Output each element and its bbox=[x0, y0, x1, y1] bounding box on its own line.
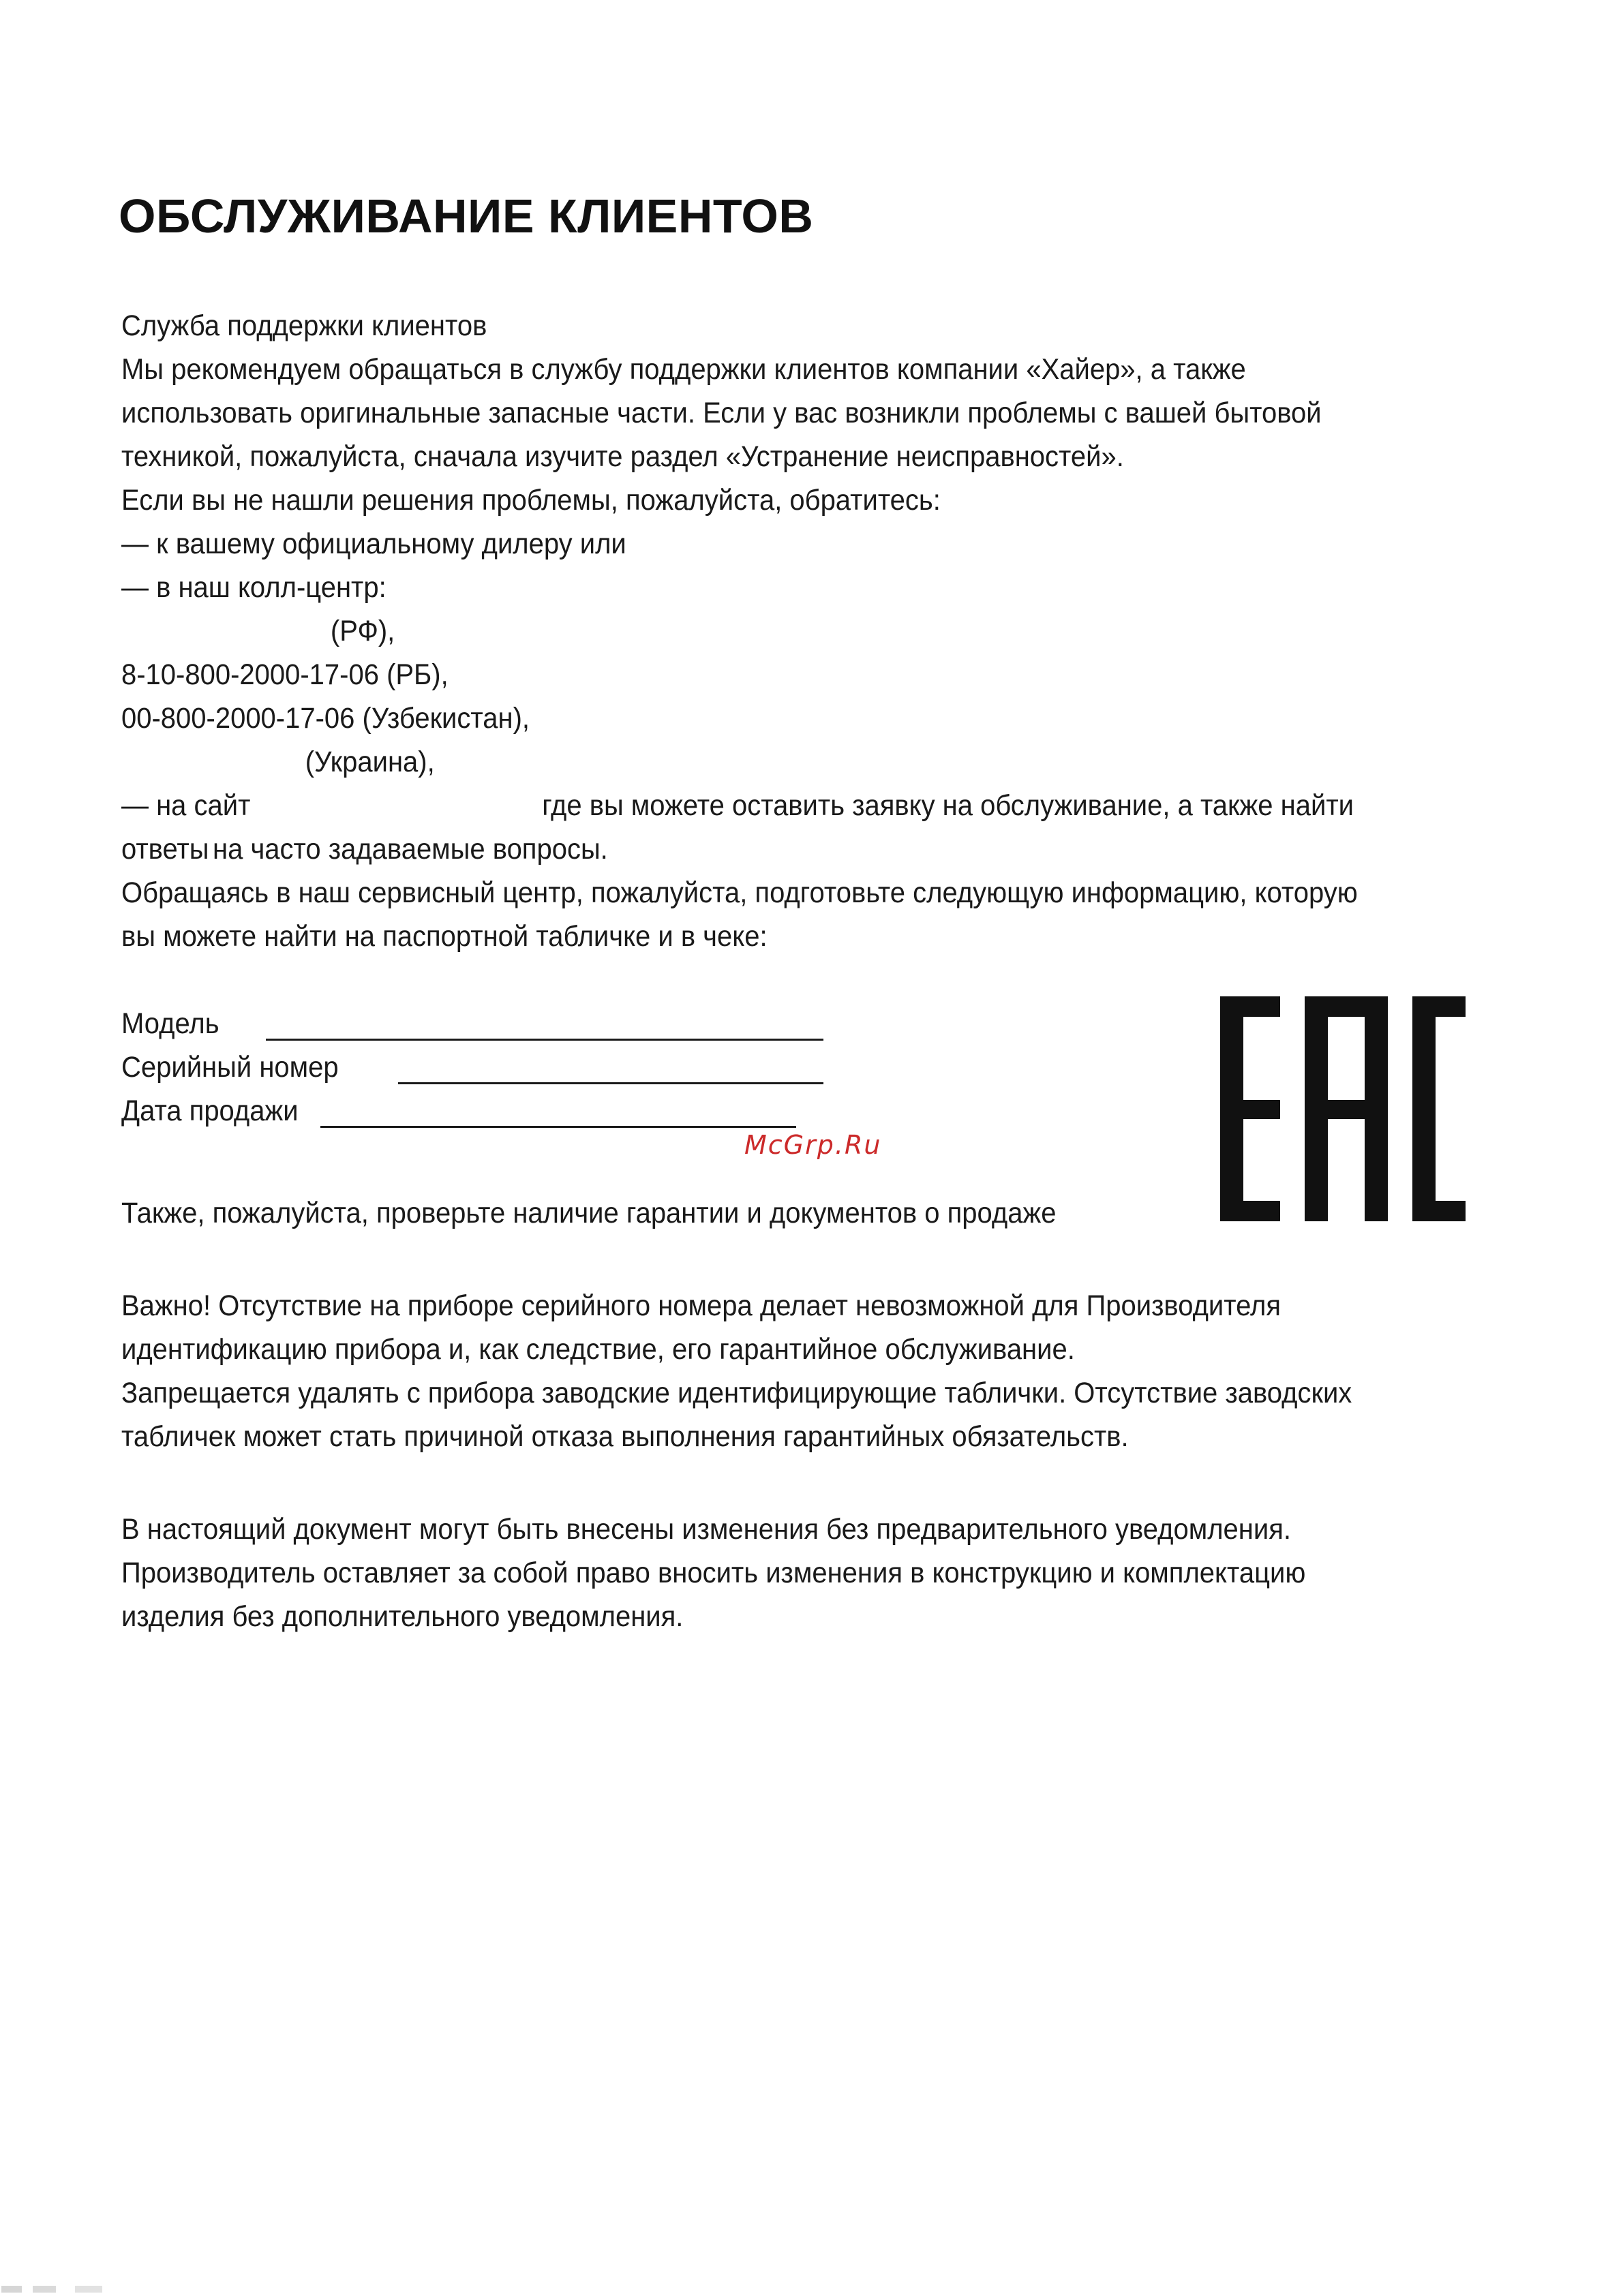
model-label: Модель bbox=[121, 1007, 219, 1040]
eac-letter-c-bottom bbox=[1412, 1201, 1466, 1221]
eac-letter-a-top bbox=[1305, 996, 1388, 1017]
eac-letter-c-stem bbox=[1412, 996, 1436, 1221]
phone-rf: (РФ), bbox=[330, 615, 395, 647]
website-option bbox=[121, 784, 1358, 827]
call-center-option: — в наш колл-центр: bbox=[121, 571, 386, 604]
page-title: ОБСЛУЖИВАНИЕ КЛИЕНТОВ bbox=[119, 189, 814, 243]
eac-logo bbox=[1220, 996, 1466, 1221]
phone-ua: (Украина), bbox=[305, 746, 435, 778]
disclaimer-line: Производитель оставляет за собой право вносить изменения в конструкцию и комплектацию bbox=[121, 1557, 1306, 1589]
important-line: табличек может стать причиной отказа выполнения гарантийных обязательств. bbox=[121, 1420, 1129, 1453]
faq-line bbox=[121, 827, 1358, 871]
important-line: Важно! Отсутствие на приборе серийного номера делает невозможной для Производителя bbox=[121, 1289, 1281, 1322]
disclaimer-line: В настоящий документ могут быть внесены изменения без предварительного уведомления. bbox=[121, 1513, 1291, 1546]
intro-line: Мы рекомендуем обращаться в службу поддержки клиентов компании «Хайер», а также bbox=[121, 353, 1246, 386]
important-line: Запрещается удалять с прибора заводские идентифицирующие таблички. Отсутствие заводских bbox=[121, 1377, 1352, 1409]
eac-letter-e-top bbox=[1220, 996, 1280, 1017]
website-prefix: — на сайт bbox=[121, 789, 251, 822]
page-edge-marks bbox=[0, 2284, 109, 2296]
disclaimer-line: изделия без дополнительного уведомления. bbox=[121, 1600, 684, 1633]
guarantee-note: Также, пожалуйста, проверьте наличие гарантии и документов о продаже bbox=[121, 1197, 1057, 1229]
eac-mark-shapes bbox=[1220, 996, 1466, 1221]
important-line: идентификацию прибора и, как следствие, его гарантийное обслуживание. bbox=[121, 1333, 1075, 1366]
date-blank-line bbox=[320, 1126, 796, 1128]
answers-prefix: ответы bbox=[121, 833, 209, 866]
prepare-line: Обращаясь в наш сервисный центр, пожалуйста, подготовьте следующую информацию, которую bbox=[121, 876, 1358, 909]
important-section bbox=[121, 1284, 1352, 1458]
disclaimer-section bbox=[121, 1507, 1305, 1638]
dealer-option: — к вашему официальному дилеру или bbox=[121, 527, 626, 560]
watermark: McGrp.Ru bbox=[744, 1130, 882, 1160]
prepare-line: вы можете найти на паспортной табличке и в чеке: bbox=[121, 920, 768, 953]
eac-letter-c-top bbox=[1412, 996, 1466, 1017]
serial-label: Серийный номер bbox=[121, 1051, 339, 1084]
phone-uz: 00-800-2000-17-06 (Узбекистан), bbox=[121, 702, 530, 735]
website-suffix: где вы можете оставить заявку на обслуживание, а также найти bbox=[542, 789, 1354, 822]
answers-suffix: на часто задаваемые вопросы. bbox=[213, 833, 608, 866]
support-heading: Служба поддержки клиентов bbox=[121, 309, 487, 342]
eac-letter-e-middle bbox=[1220, 1100, 1280, 1119]
customer-service-section bbox=[121, 304, 1358, 958]
eac-letter-a-bar bbox=[1305, 1100, 1388, 1119]
eac-letter-e-bottom bbox=[1220, 1201, 1280, 1221]
phone-rb: 8-10-800-2000-17-06 (РБ), bbox=[121, 658, 449, 691]
intro-line: использовать оригинальные запасные части. Если у вас возникли проблемы с вашей бытовой bbox=[121, 397, 1322, 429]
intro-line: техникой, пожалуйста, сначала изучите раздел «Устранение неисправностей». bbox=[121, 440, 1124, 473]
model-blank-line bbox=[266, 1039, 823, 1041]
date-label: Дата продажи bbox=[121, 1095, 299, 1127]
serial-blank-line bbox=[398, 1082, 823, 1084]
intro-line: Если вы не нашли решения проблемы, пожалуйста, обратитесь: bbox=[121, 484, 941, 517]
